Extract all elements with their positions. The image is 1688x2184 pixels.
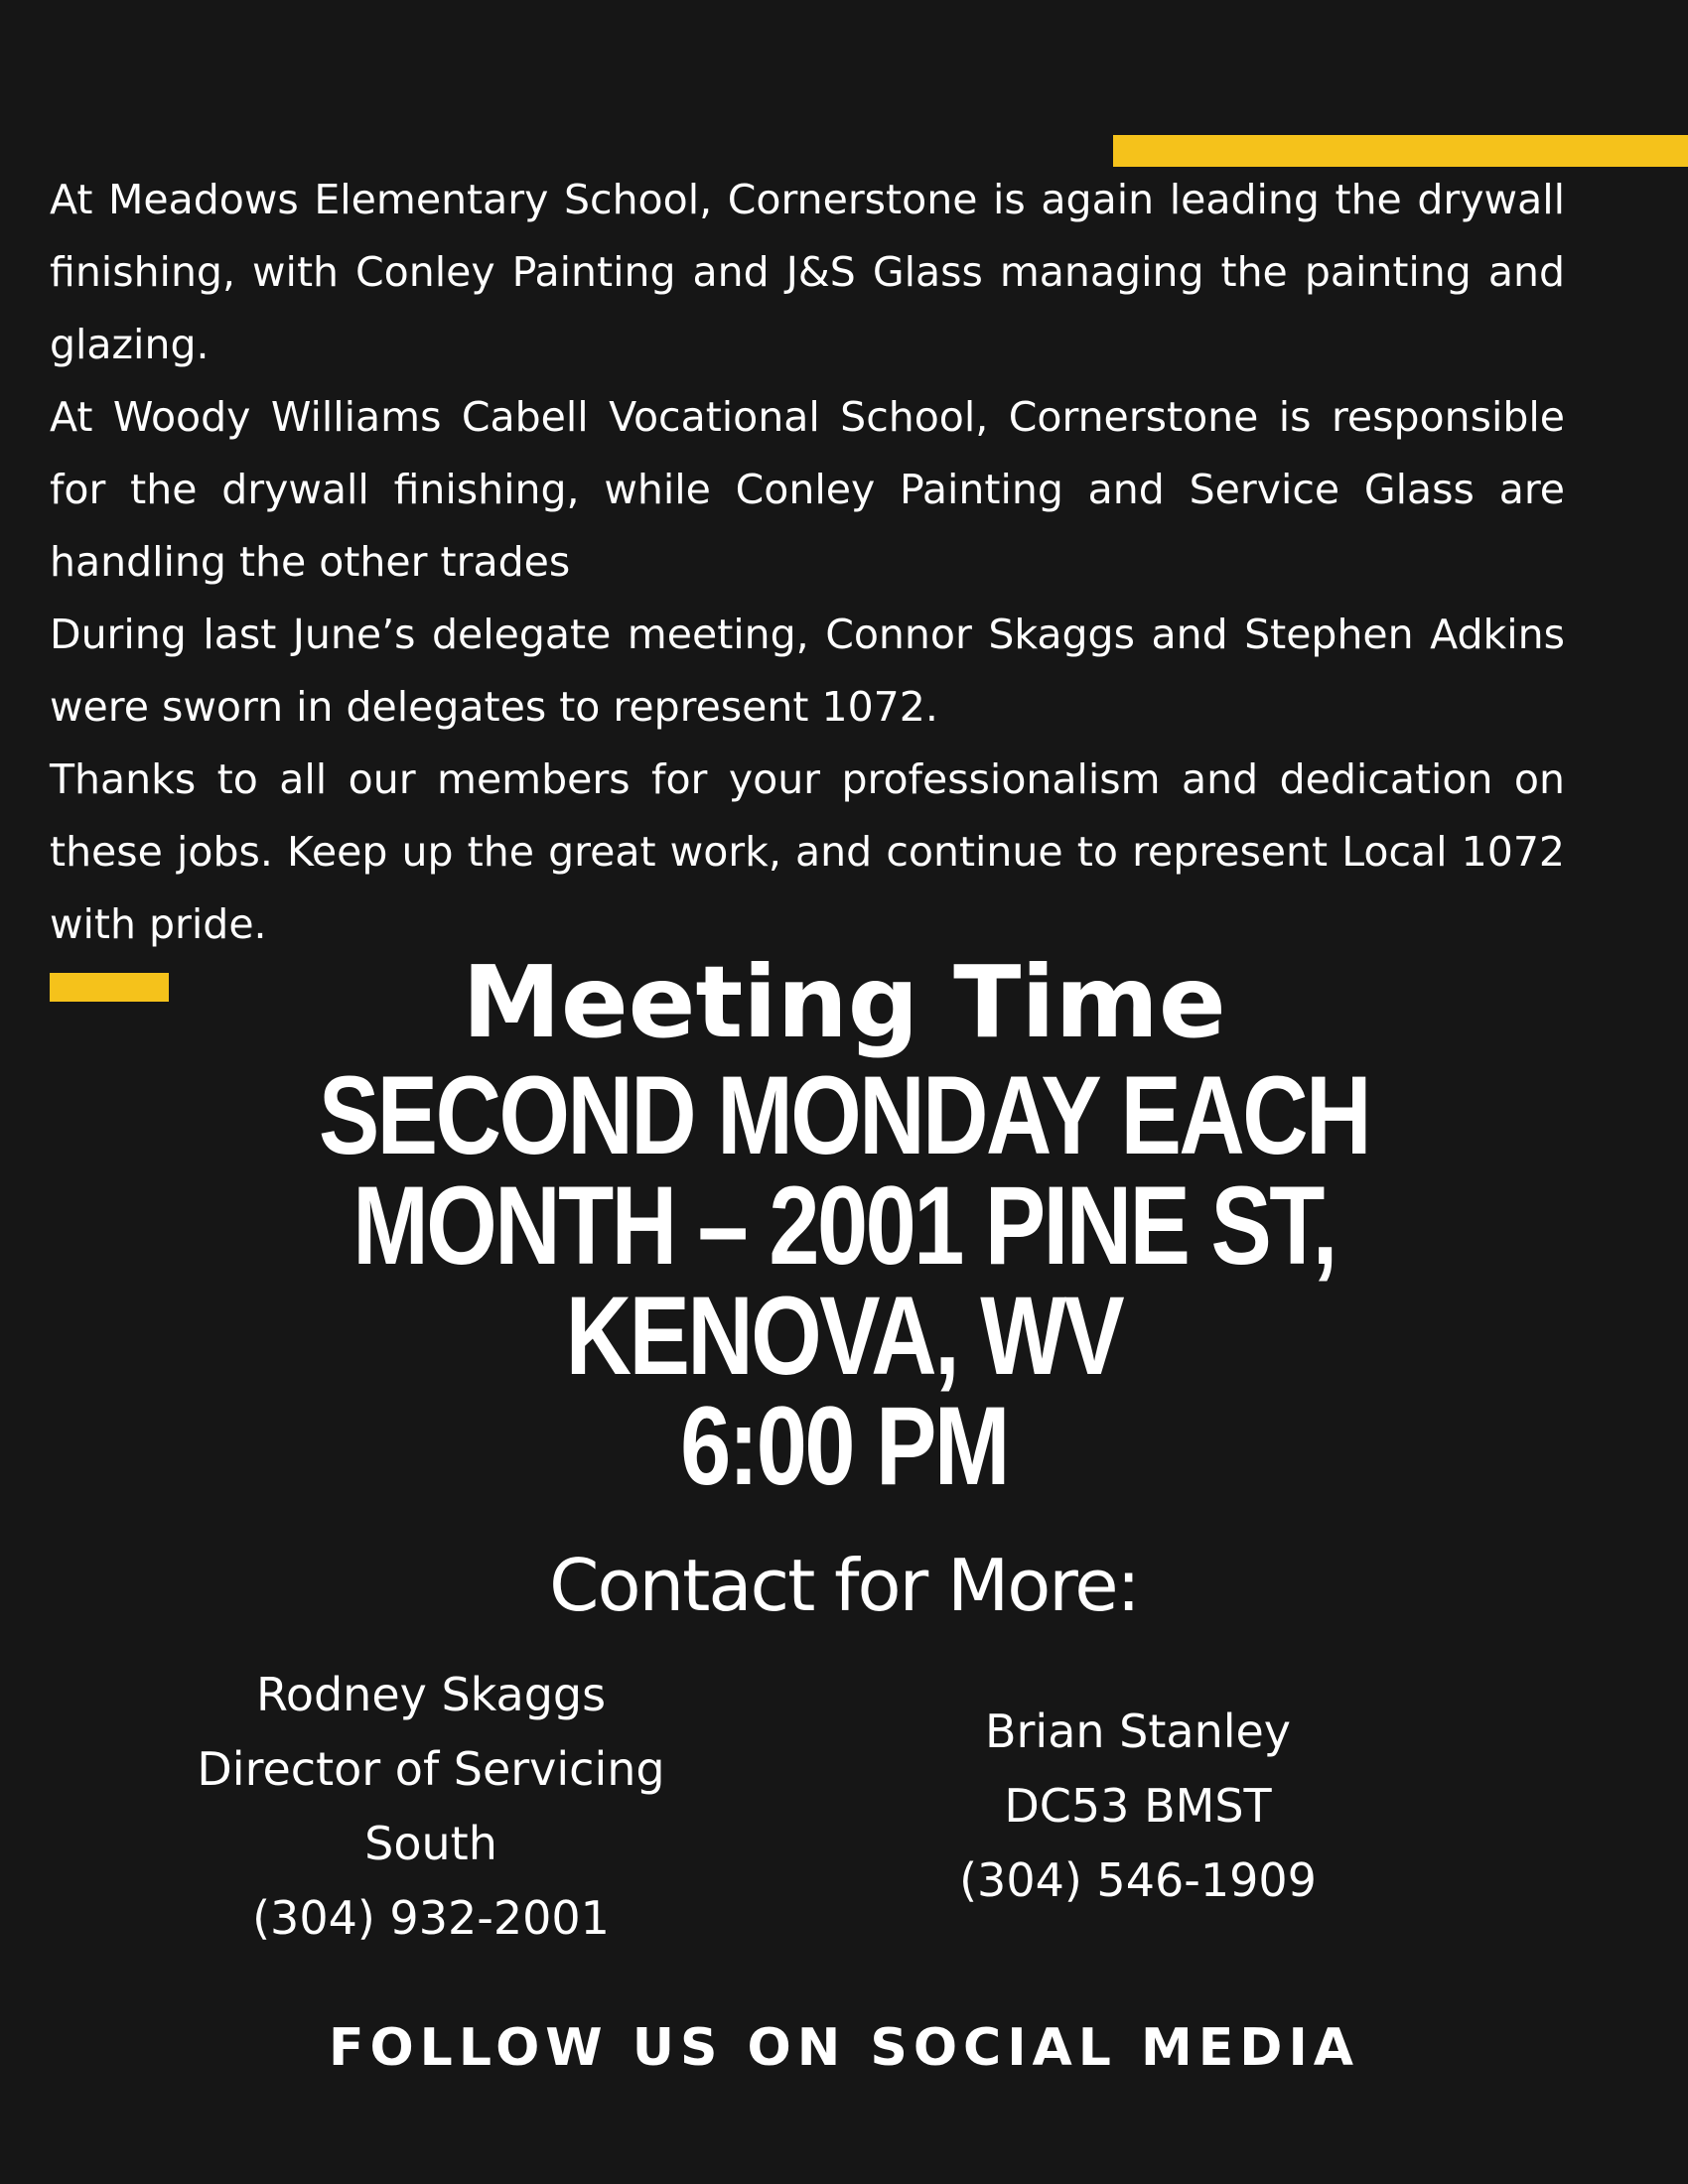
contact-card-rodney-skaggs bbox=[133, 1658, 729, 1956]
follow-us-social-media: FOLLOW US ON SOCIAL MEDIA bbox=[328, 2018, 1360, 2078]
contact-title: Director of Servicing bbox=[197, 1742, 665, 1796]
contact-title-region: South bbox=[364, 1817, 497, 1870]
meeting-time-heading: Meeting Time bbox=[462, 944, 1226, 1060]
paragraph-thanks: Thanks to all our members for your professionalism and dedication on these jobs. Keep up the great work, and continue to represent Local 1072 with pride. bbox=[50, 755, 1565, 948]
contact-title: DC53 BMST bbox=[1004, 1779, 1272, 1833]
accent-bar-top bbox=[1113, 135, 1688, 167]
article-body bbox=[50, 164, 1565, 961]
contact-card-brian-stanley bbox=[840, 1695, 1436, 1918]
contact-phone[interactable]: (304) 546-1909 bbox=[959, 1853, 1317, 1907]
contact-heading: Contact for More: bbox=[549, 1544, 1139, 1627]
paragraph-woody-williams: At Woody Williams Cabell Vocational School, Cornerstone is responsible for the drywall finishing, while Conley Painting and Service Glass are handling the other trades bbox=[50, 393, 1565, 586]
meeting-line-city: KENOVA, WV bbox=[565, 1274, 1123, 1398]
contact-phone[interactable]: (304) 932-2001 bbox=[252, 1891, 610, 1945]
meeting-line-time: 6:00 PM bbox=[680, 1384, 1008, 1508]
meeting-line-day: SECOND MONDAY EACH bbox=[319, 1053, 1369, 1177]
paragraph-delegates: During last June’s delegate meeting, Connor Skaggs and Stephen Adkins were sworn in delegates to represent 1072. bbox=[50, 611, 1565, 731]
contact-name: Brian Stanley bbox=[984, 1705, 1292, 1758]
meeting-details bbox=[152, 1053, 1536, 1508]
meeting-line-address: MONTH – 2001 PINE ST, bbox=[352, 1163, 1336, 1288]
paragraph-meadows: At Meadows Elementary School, Cornerstone is again leading the drywall finishing, with Conley Painting and J&S Glass managing the painting and glazing. bbox=[50, 176, 1565, 368]
contact-name: Rodney Skaggs bbox=[255, 1668, 607, 1721]
